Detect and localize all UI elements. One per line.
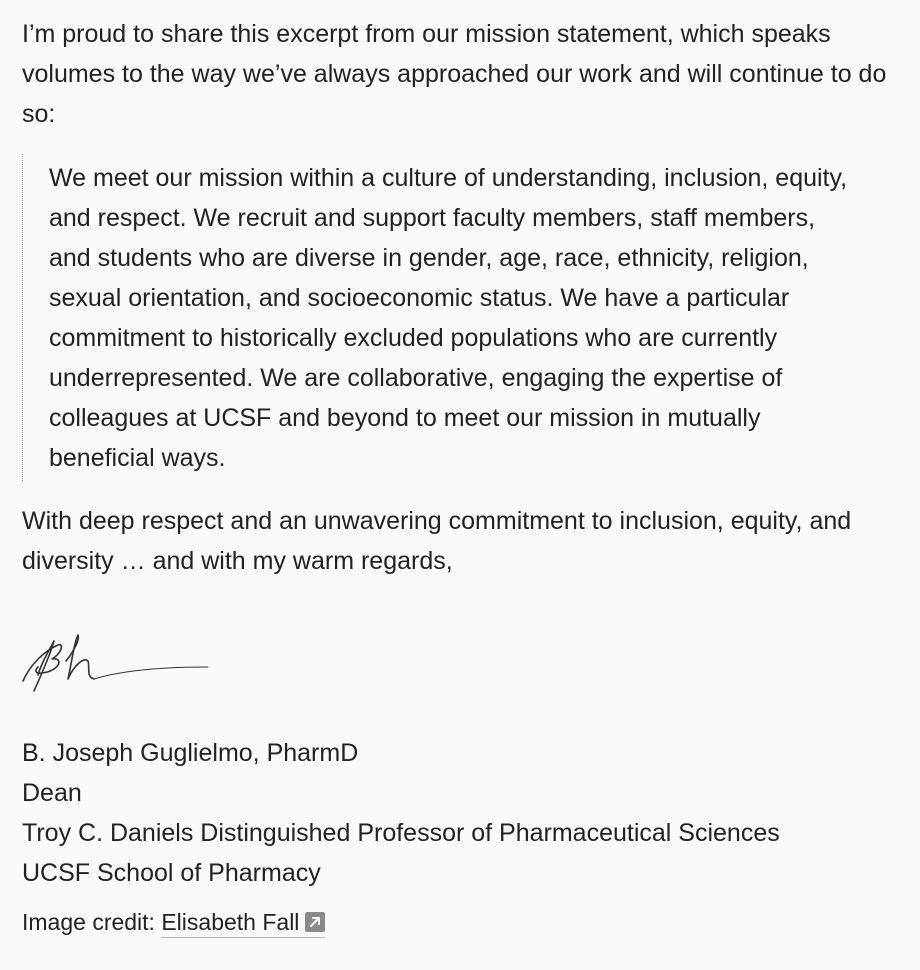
intro-paragraph: I’m proud to share this excerpt from our mission statement, which speaks volumes to the way we’ve always approached our work and will continue to do so: (22, 20, 887, 128)
external-link-icon (305, 912, 325, 932)
signer-professorship: Troy C. Daniels Distinguished Professor of Pharmaceutical Sciences (22, 819, 780, 847)
image-credit-label: Image credit: (22, 909, 155, 935)
signature-image (20, 621, 220, 711)
image-credit (22, 905, 910, 939)
closing-paragraph: With deep respect and an unwavering commitment to inclusion, equity, and diversity … and with my warm regards, (22, 507, 852, 575)
image-credit-link[interactable] (161, 909, 325, 938)
signer-block (22, 733, 910, 893)
signer-name: B. Joseph Guglielmo, PharmD (22, 739, 359, 767)
mission-quote: We meet our mission within a culture of understanding, inclusion, equity, and respect. We recruit and support faculty members, staff members, and students who are diverse in gender, age, race, ethnicity, religion, sexual orientation, and socioeconomic status. We have a particular commitment to historically excluded populations who are currently underrepresented. We are collaborative, engaging the expertise of colleagues at UCSF and beyond to meet our mission in mutually beneficial ways. (22, 154, 849, 481)
image-credit-link-text: Elisabeth Fall (161, 909, 300, 935)
signer-title: Dean (22, 779, 82, 807)
signer-school: UCSF School of Pharmacy (22, 859, 321, 887)
